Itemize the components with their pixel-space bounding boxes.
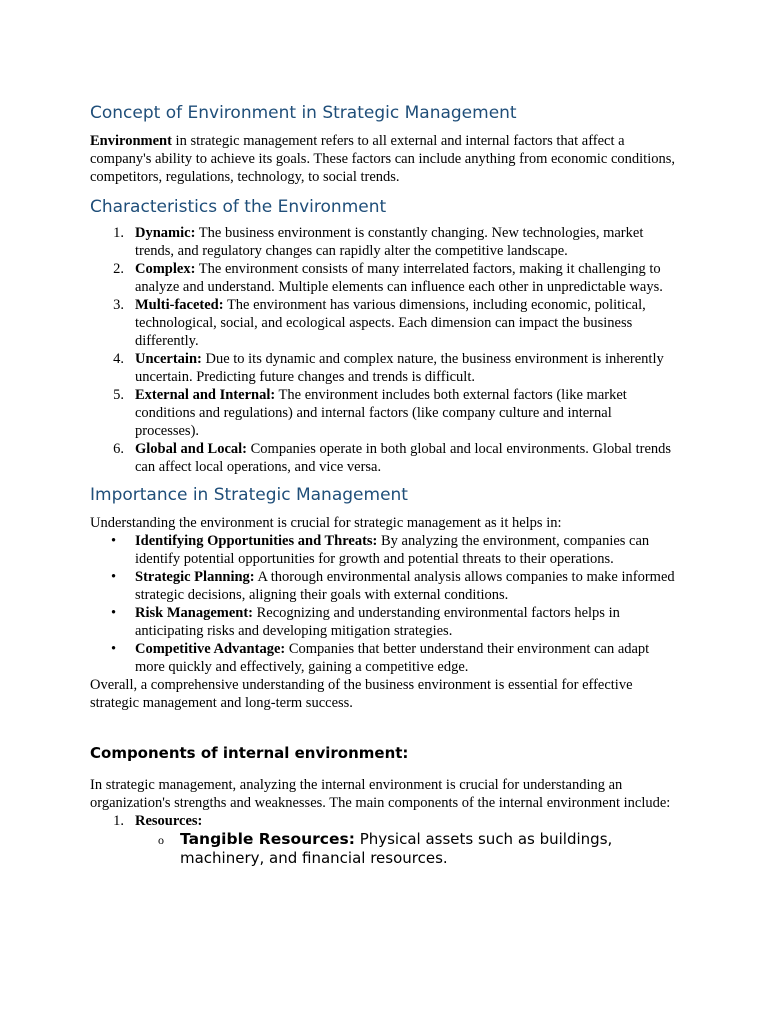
list-item-text: Recognizing and understanding environmental factors helps in anticipating risks and developing mitigation strategies. xyxy=(135,605,620,639)
document-body xyxy=(90,102,675,868)
heading-internal-components: Components of internal environment: xyxy=(90,744,409,762)
internal-components-list xyxy=(90,812,675,830)
list-item-text: Companies that better understand their environment can adapt more quickly and effectively, gaining a competitive edge. xyxy=(135,641,650,675)
concept-lead-term: Environment xyxy=(90,133,172,149)
list-item-term: Identifying Opportunities and Threats: xyxy=(135,533,378,549)
sub-bullet-marker: o xyxy=(158,833,164,847)
list-item xyxy=(90,386,675,440)
list-item xyxy=(90,812,675,830)
concept-lead-text: in strategic management refers to all external and internal factors that affect a company's ability to achieve its goals. These factors can include anything from economic conditions, competitors, regulations, technology, to social trends. xyxy=(90,133,676,185)
list-item-term: Competitive Advantage: xyxy=(135,641,286,657)
concept-paragraph xyxy=(90,132,675,186)
list-item-term: Global and Local: xyxy=(135,441,247,457)
list-item-text: The business environment is constantly changing. New technologies, market trends, and regulatory changes can rapidly alter the competitive landscape. xyxy=(135,225,644,259)
sub-list-item-body xyxy=(180,830,675,868)
list-item-text: By analyzing the environment, companies can identify potential opportunities for growth and potential threats to their operations. xyxy=(135,533,650,567)
list-item xyxy=(90,640,675,676)
sub-list-item xyxy=(90,830,675,868)
internal-intro: In strategic management, analyzing the internal environment is crucial for understanding an organization's strengths and weaknesses. The main components of the internal environment include: xyxy=(90,777,671,811)
list-item-term: Resources: xyxy=(135,813,203,829)
heading-concept: Concept of Environment in Strategic Management xyxy=(90,103,517,123)
list-item-term: Multi-faceted: xyxy=(135,297,224,313)
list-item xyxy=(90,532,675,568)
list-item xyxy=(90,568,675,604)
importance-outro: Overall, a comprehensive understanding of the business environment is essential for effective strategic management and long-term success. xyxy=(90,677,633,711)
list-item-term: External and Internal: xyxy=(135,387,276,403)
list-number: 2. xyxy=(113,261,124,277)
list-item-term: Risk Management: xyxy=(135,605,254,621)
bullet-marker: • xyxy=(111,569,117,585)
bullet-marker: • xyxy=(111,605,117,621)
list-number: 1. xyxy=(113,813,124,829)
list-item-text: Due to its dynamic and complex nature, the business environment is inherently uncertain. Predicting future changes and trends is difficult. xyxy=(135,351,664,385)
sub-list-item-text: Physical assets such as buildings, machinery, and financial resources. xyxy=(180,830,613,867)
list-item xyxy=(90,296,675,350)
list-item-term: Dynamic: xyxy=(135,225,196,241)
list-item-text: A thorough environmental analysis allows companies to make informed strategic decisions, aligning their goals with external conditions. xyxy=(135,569,675,603)
heading-importance: Importance in Strategic Management xyxy=(90,485,408,505)
characteristics-list xyxy=(90,224,675,476)
list-item-text: The environment includes both external factors (like market conditions and regulations) and internal factors (like company culture and internal processes). xyxy=(135,387,627,439)
list-number: 3. xyxy=(113,297,124,313)
list-item xyxy=(90,440,675,476)
list-item xyxy=(90,350,675,386)
list-item-term: Uncertain: xyxy=(135,351,202,367)
list-item xyxy=(90,260,675,296)
list-item-term: Strategic Planning: xyxy=(135,569,255,585)
importance-list xyxy=(90,532,675,676)
list-item-term: Complex: xyxy=(135,261,196,277)
list-item xyxy=(90,224,675,260)
list-number: 5. xyxy=(113,387,124,403)
sub-list-item-term: Tangible Resources: xyxy=(180,830,355,848)
list-number: 1. xyxy=(113,225,124,241)
importance-intro: Understanding the environment is crucial for strategic management as it helps in: xyxy=(90,515,562,531)
list-number: 6. xyxy=(113,441,124,457)
bullet-marker: • xyxy=(111,641,117,657)
heading-characteristics: Characteristics of the Environment xyxy=(90,197,387,217)
list-item-text: The environment has various dimensions, including economic, political, technological, social, and ecological aspects. Each dimension can impact the business differently. xyxy=(135,297,646,349)
list-item xyxy=(90,604,675,640)
list-item-text: The environment consists of many interrelated factors, making it challenging to analyze and understand. Multiple elements can influence each other in unpredictable ways. xyxy=(135,261,663,295)
list-item-text: Companies operate in both global and local environments. Global trends can affect local operations, and vice versa. xyxy=(135,441,672,475)
bullet-marker: • xyxy=(111,533,117,549)
list-number: 4. xyxy=(113,351,124,367)
